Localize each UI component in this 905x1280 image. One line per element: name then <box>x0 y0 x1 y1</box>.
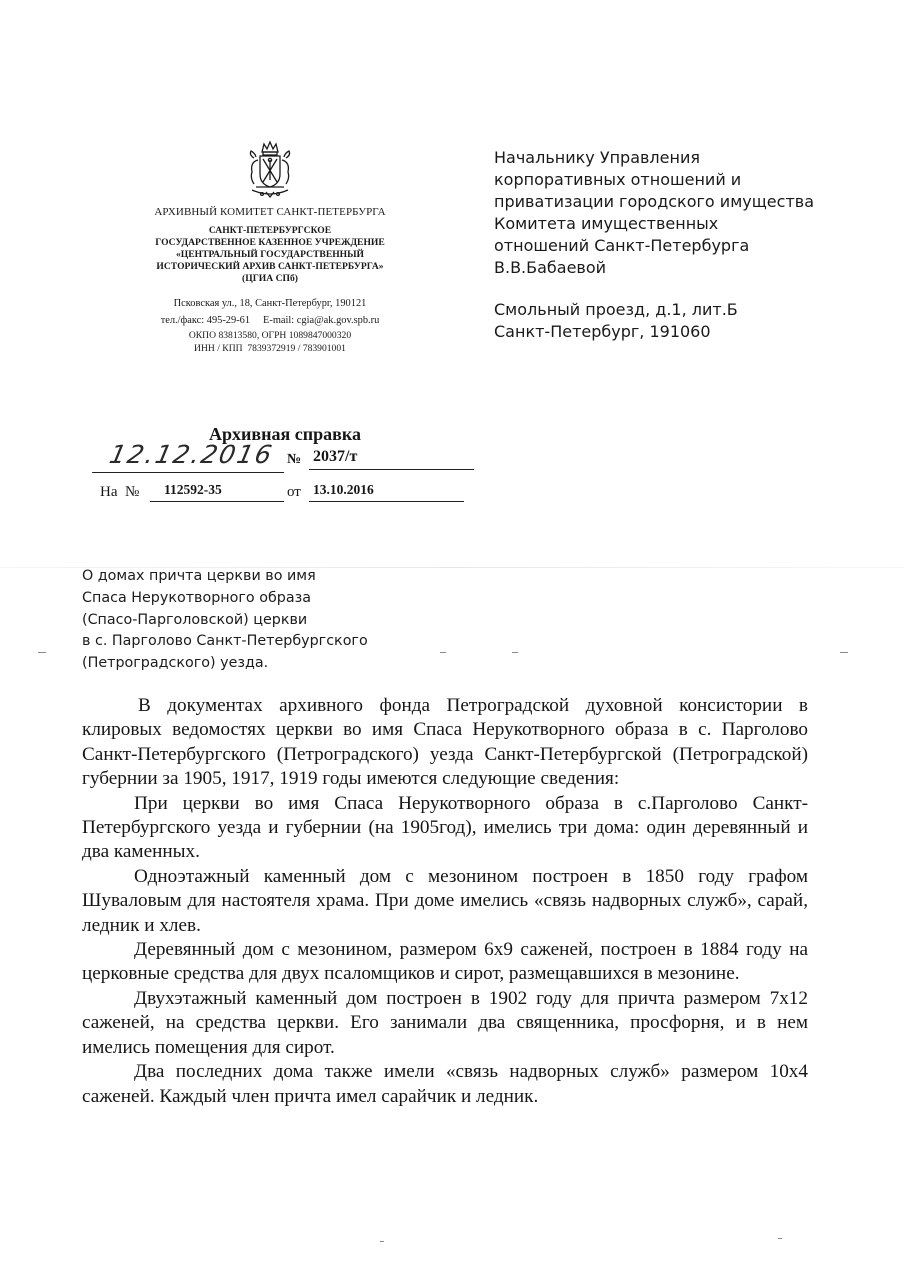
org-address: Псковская ул., 18, Санкт-Петербург, 190121 <box>173 298 367 309</box>
org-name-line: «ЦЕНТРАЛЬНЫЙ ГОСУДАРСТВЕННЫЙ <box>175 249 365 260</box>
subject-line: (Спасо-Парголовской) церкви <box>82 611 308 628</box>
body-paragraph: Двухэтажный каменный дом построен в 1902 году для причта размером 7х12 саженей, на средства церкви. Его занимали два священника, просфорня, и в нем имелись помещения для сирот. <box>82 987 808 1058</box>
addressee-address-line: Санкт-Петербург, 191060 <box>494 322 711 341</box>
org-name <box>120 225 420 285</box>
scan-speck <box>512 652 518 653</box>
subject-block <box>82 566 442 675</box>
org-name-line: САНКТ-ПЕТЕРБУРГСКОЕ <box>208 225 332 236</box>
coat-of-arms-icon <box>242 140 298 200</box>
org-name-line: ГОСУДАРСТВЕННОЕ КАЗЕННОЕ УЧРЕЖДЕНИЕ <box>155 237 385 248</box>
org-inn-kpp: ИНН / КПП 7839372919 / 783901001 <box>194 343 346 354</box>
org-name-line: (ЦГИА СПб) <box>242 273 298 284</box>
org-contacts <box>120 295 420 329</box>
handwritten-date-text: 12.12.2016 <box>106 440 277 469</box>
addressee-line: отношений Санкт-Петербурга <box>494 236 750 255</box>
addressee-line: приватизации городского имущества <box>494 192 814 211</box>
scan-speck <box>440 652 446 653</box>
reference-label: На № <box>100 484 140 500</box>
reference-number: 112592-35 <box>150 482 284 502</box>
addressee-block <box>494 147 894 343</box>
letterhead <box>120 140 420 355</box>
number-sign: № <box>287 452 302 467</box>
subject-line: (Петроградского) уезда. <box>82 655 269 672</box>
org-phone-email: тел./факс: 495-29-61 E-mail: cgia@ak.gov.spb.ru <box>160 315 380 326</box>
org-name-line: ИСТОРИЧЕСКИЙ АРХИВ САНКТ-ПЕТЕРБУРГА» <box>156 261 384 272</box>
org-codes <box>120 329 420 355</box>
body-paragraph: В документах архивного фонда Петроградской духовной консистории в клировых ведомостях церкви во имя Спаса Нерукотворного образа в с. Парголово Санкт-Петербургского (Петроградского) уезда Санкт-Петербургской (Петроградской) губернии за 1905, 1917, 1919 годы имеются следующие сведения: <box>82 695 808 790</box>
subject-line: Спаса Нерукотворного образа <box>82 589 311 606</box>
certificate-title: Архивная справка <box>209 424 361 444</box>
certificate-number: 2037/т <box>309 448 474 470</box>
reference-from-label: от <box>287 484 301 500</box>
addressee-name: В.В.Бабаевой <box>494 258 607 277</box>
addressee-line: корпоративных отношений и <box>494 170 742 189</box>
subject-line: в с. Парголово Санкт-Петербургского <box>82 633 368 650</box>
reference-date: 13.10.2016 <box>309 482 464 502</box>
committee-name: АРХИВНЫЙ КОМИТЕТ САНКТ-ПЕТЕРБУРГА <box>154 206 386 218</box>
body-paragraph: Деревянный дом с мезонином, размером 6х9 саженей, построен в 1884 году на церковные средства для двух псаломщиков и сирот, размещавшихся в мезонине. <box>82 939 808 985</box>
certificate-date-handwritten <box>92 440 291 473</box>
body-paragraph: При церкви во имя Спаса Нерукотворного образа в с.Парголово Санкт-Петербургского уезда и губернии (на 1905год), имелись три дома: один деревянный и два каменных. <box>82 792 808 863</box>
subject-line: О домах причта церкви во имя <box>82 568 316 584</box>
org-okpo-ogrn: ОКПО 83813580, ОГРН 1089847000320 <box>188 330 352 341</box>
scan-speck <box>38 652 46 653</box>
body-text <box>82 694 808 1109</box>
addressee-line: Комитета имущественных <box>494 214 719 233</box>
body-paragraph: Два последних дома также имели «связь надворных служб» размером 10х4 саженей. Каждый член причта имел сарайчик и ледник. <box>82 1061 808 1107</box>
addressee-line: Начальнику Управления <box>494 148 700 167</box>
scan-speck <box>778 1238 782 1239</box>
spacer <box>494 279 894 299</box>
scan-speck <box>380 1241 384 1242</box>
addressee-address-line: Смольный проезд, д.1, лит.Б <box>494 300 738 319</box>
scan-speck <box>840 652 848 653</box>
body-paragraph: Одноэтажный каменный дом с мезонином построен в 1850 году графом Шуваловым для настоятеля храма. При доме имелись «связь надворных служб», сарай, ледник и хлев. <box>82 865 808 936</box>
